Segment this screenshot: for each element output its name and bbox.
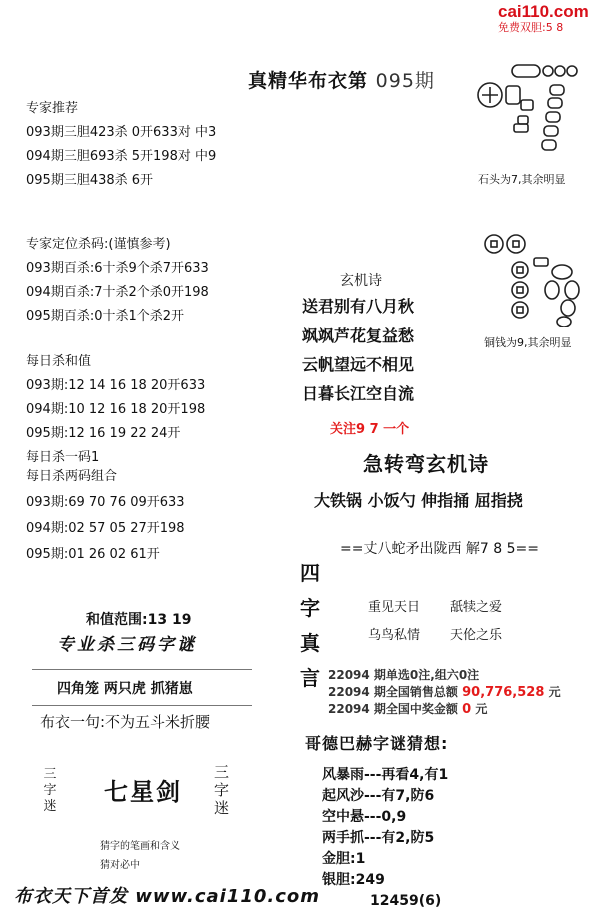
poem-line: 飒飒芦花复益愁 [302,326,415,345]
brain-teaser-line: 大铁锅 小饭勺 伸指捅 屈指挠 [314,491,523,510]
vertical-label-right: 三字迷 [213,763,229,817]
daily-sum-section [26,350,205,470]
poem [302,292,414,408]
guess-line: 12459(6) [370,893,442,909]
guess-list [322,765,448,912]
hint-line: 猜对必中 [100,860,140,871]
daily-sum-line: 094期:10 12 16 18 20开198 [26,402,206,417]
expert-heading: 专家推荐 [26,101,79,116]
rebus-coin-illustration [482,232,582,327]
vertical-char: 真 [300,631,320,655]
idiom: 重见天日 [368,600,421,615]
follow-note: 关注9 7 一个 [330,422,410,437]
riddle-box-text: 四角笼 两只虎 抓猪崽 [57,681,193,697]
daily-sum-heading: 每日杀和值 [26,354,92,369]
daily-one-code: 每日杀一码1 [26,450,100,465]
lottery-prize-amount: 0 [462,702,472,717]
position-kill-section [26,233,209,329]
expert-line: 094期三胆693杀 5开198对 中9 [26,149,217,164]
daily-sum-line: 093期:12 14 16 18 20开633 [26,378,206,393]
lottery-stats [328,667,561,718]
riddle-line: ==丈八蛇矛出陇西 解7 8 5== [340,541,539,557]
goldbach-heading: 哥德巴赫字谜猜想: [305,734,449,753]
title-text: 真精华布衣第 [248,70,369,92]
poem-line: 送君别有八月秋 [302,297,415,316]
illustration-caption: 铜钱为9,其余明显 [484,336,572,349]
daily-two-section [26,464,185,568]
vertical-char: 言 [300,666,320,690]
lottery-line: 22094 期单选0注,组六0注 [328,668,480,682]
hint-line: 猜字的笔画和含义 [100,841,180,852]
lottery-line [328,684,561,701]
guess-line: 风暴雨---再看4,有1 [322,767,449,783]
page-title [248,66,435,93]
daily-two-line: 093期:69 70 76 09开633 [26,495,185,510]
idiom: 舐犊之爱 [450,600,503,615]
idiom: 乌鸟私情 [368,628,421,643]
lottery-unit: 元 [548,685,561,699]
guess-line: 起风沙---有7,防6 [322,788,435,804]
lottery-sales-amount: 90,776,528 [462,685,545,700]
poem-line: 云帆望远不相见 [302,355,415,374]
riddle-answer-title: 七星剑 [104,778,182,806]
site-logo [498,2,598,35]
idiom: 天伦之乐 [450,628,503,643]
idiom-grid [368,594,502,650]
vertical-char: 四 [300,561,320,585]
expert-line: 095期三胆438杀 6开 [26,173,154,188]
lottery-line [328,701,561,718]
footer-watermark: 布衣天下首发 www.cai110.com [14,886,321,907]
daily-two-line: 094期:02 57 05 27开198 [26,521,185,536]
lottery-unit: 元 [475,702,488,716]
pro-riddle-title: 专业杀三码字谜 [57,635,197,655]
site-subtitle: 免费双胆:5 8 [498,21,564,34]
sum-range: 和值范围:13 19 [86,612,192,628]
buyi-line: 布衣一句:不为五斗米折腰 [40,713,211,731]
position-kill-heading: 专家定位杀码:(谨慎参考) [26,237,171,252]
poem-title: 玄机诗 [340,273,382,289]
illustration-caption: 石头为7,其余明显 [478,173,566,186]
vertical-char: 字 [300,596,320,620]
site-name: cai110.com [498,2,589,21]
daily-sum-line: 095期:12 16 19 22 24开 [26,426,181,441]
issue-number: 095期 [375,70,435,92]
rebus-stone-illustration [470,60,580,165]
lottery-sales-label: 22094 期全国销售总额 [328,685,458,699]
guess-line: 银胆:249 [322,872,385,888]
daily-two-line: 095期:01 26 02 61开 [26,547,160,562]
brain-teaser-title: 急转弯玄机诗 [363,452,489,476]
expert-line: 093期三胆423杀 0开633对 中3 [26,125,217,140]
guess-line: 金胆:1 [322,851,366,867]
daily-two-heading: 每日杀两码组合 [26,469,118,484]
guess-line: 两手抓---有2,防5 [322,830,435,846]
four-words-vertical [300,556,320,696]
position-kill-line: 094期百杀:7十杀2个杀0开198 [26,285,209,300]
guess-line: 空中悬---0,9 [322,809,407,825]
position-kill-line: 093期百杀:6十杀9个杀7开633 [26,261,209,276]
vertical-label-left: 三字迷 [43,767,57,814]
lottery-prize-label: 22094 期全国中奖金额 [328,702,458,716]
position-kill-line: 095期百杀:0十杀1个杀2开 [26,309,185,324]
poem-line: 日暮长江空自流 [302,384,415,403]
expert-section [26,97,216,193]
